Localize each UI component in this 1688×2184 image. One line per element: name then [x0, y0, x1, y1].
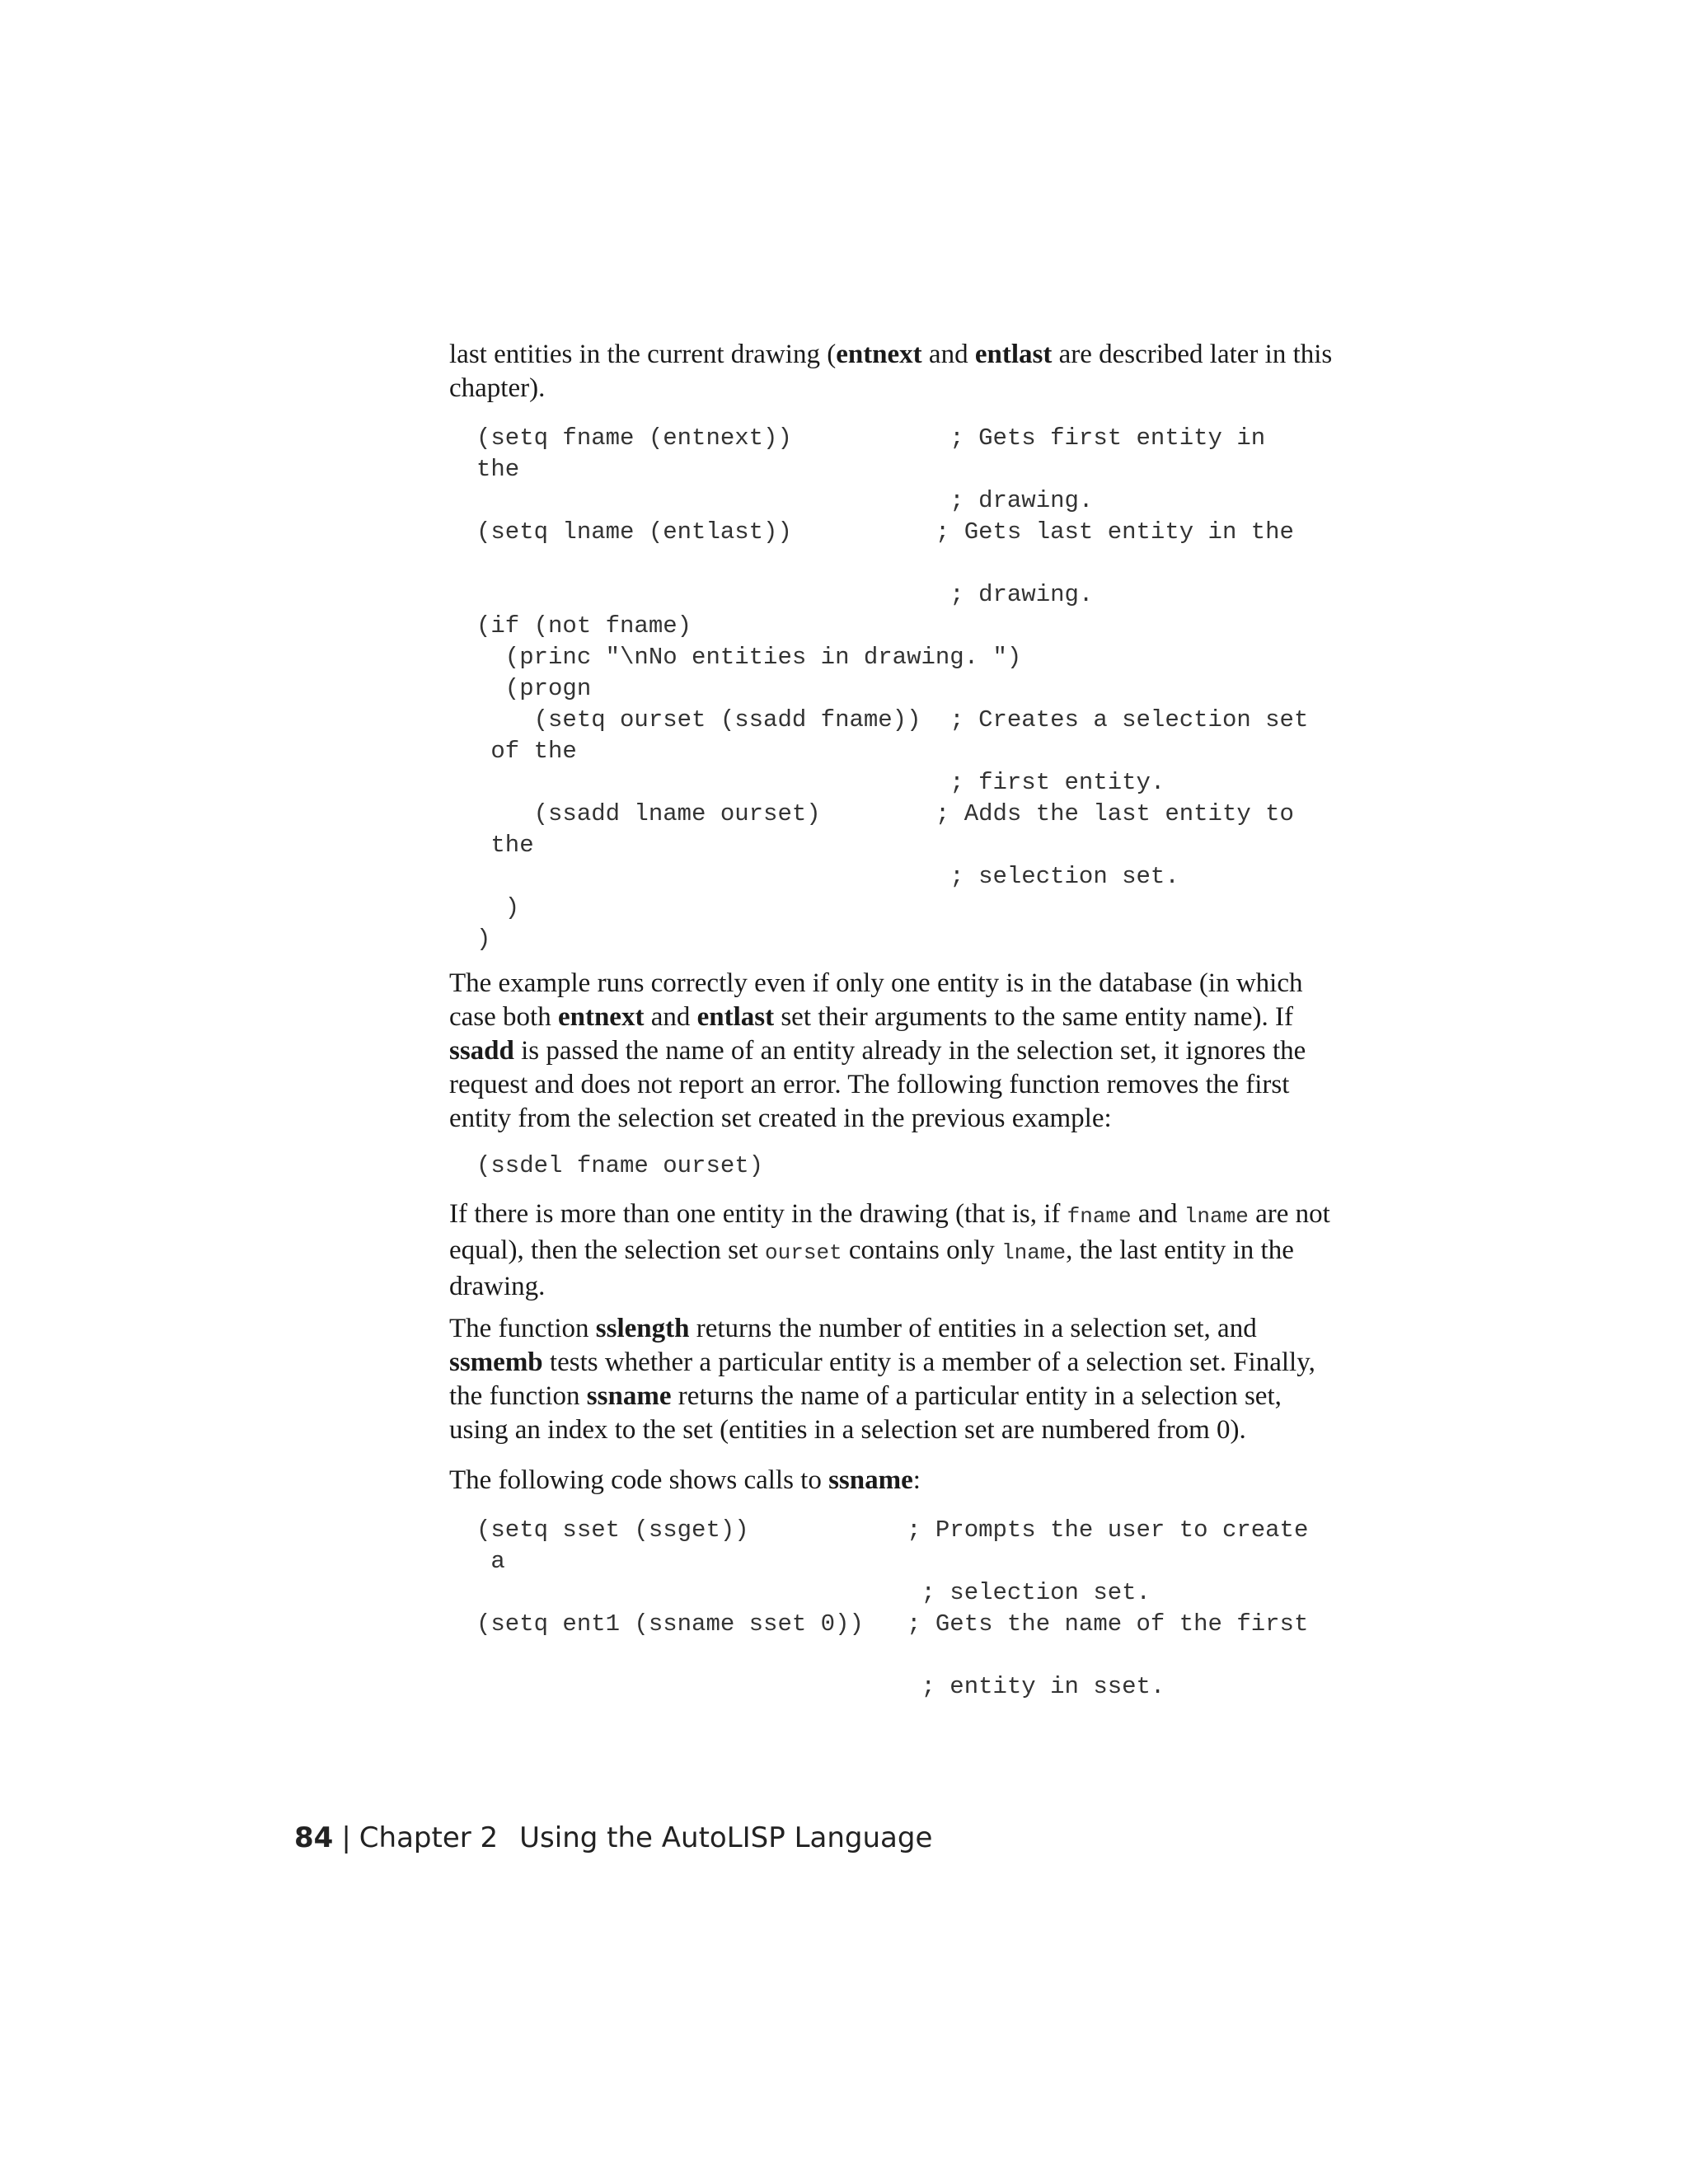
code-example-ssname: (setq sset (ssget)) ; Prompts the user to create a ; selection set. (setq ent1 (ssname sset 0)) ; Gets the name of the first ; entity in sset. [476, 1516, 1309, 1700]
function-name-ssname: ssname [586, 1381, 672, 1411]
function-name-entnext: entnext [836, 340, 922, 369]
explanation-paragraph: The example runs correctly even if only one entity is in the database (in which case both entnext and entlast set their arguments to the same entity name). If ssadd is passed the name of an entity already in the selection set, it ignores the request and does not report an error. The following function removes the first entity from the selection set created in the previous example: [449, 968, 1306, 1133]
function-name-ssname: ssname [828, 1465, 913, 1495]
inline-code-fname: fname [1067, 1204, 1132, 1229]
intro-paragraph: last entities in the current drawing (entnext and entlast are described later in this chapter). [449, 340, 1333, 403]
inline-code-ourset: ourset [765, 1240, 842, 1265]
code-example-ssdel: (ssdel fname ourset) [476, 1152, 764, 1179]
selection-set-functions-paragraph: The function sslength returns the number of entities in a selection set, and ssmemb tests whether a particular entity is a member of a selection set. Finally, the function ssname returns the name of a particular entity in a selection set, using an index to the set (entities in a selection set are numbered from 0). [449, 1314, 1315, 1445]
chapter-title: Using the AutoLISP Language [519, 1821, 933, 1854]
function-name-ssmemb: ssmemb [449, 1347, 543, 1377]
code-example-ssadd: (setq fname (entnext)) ; Gets first entity in the ; drawing. (setq lname (entlast)) ; Gets last entity in the ; drawing. (if (not fname) (princ "\nNo entities in drawing. ") (progn (setq ourset (ssadd fname)) ; Creates a selection set of the ; first entity. (ssadd lname ourset) ; Adds the last entity to the ; selection set. ) ) [476, 424, 1309, 953]
ssdel-result-paragraph: If there is more than one entity in the drawing (that is, if fname and lname are not equal), then the selection set ourset contains only lname, the last entity in the drawing. [449, 1199, 1330, 1301]
inline-code-lname: lname [1001, 1240, 1067, 1265]
function-name-sslength: sslength [595, 1314, 690, 1343]
function-name-entlast: entlast [974, 340, 1053, 369]
inline-code-lname: lname [1184, 1204, 1249, 1229]
ssname-intro-paragraph: The following code shows calls to ssname: [449, 1465, 921, 1495]
chapter-label: Chapter 2 [359, 1821, 499, 1854]
page-number: 84 [294, 1821, 334, 1854]
footer-separator: | [341, 1821, 351, 1854]
function-name-entnext: entnext [557, 1002, 645, 1032]
page-footer [294, 1820, 932, 1856]
function-name-ssadd: ssadd [449, 1036, 514, 1066]
function-name-entlast: entlast [696, 1002, 775, 1032]
